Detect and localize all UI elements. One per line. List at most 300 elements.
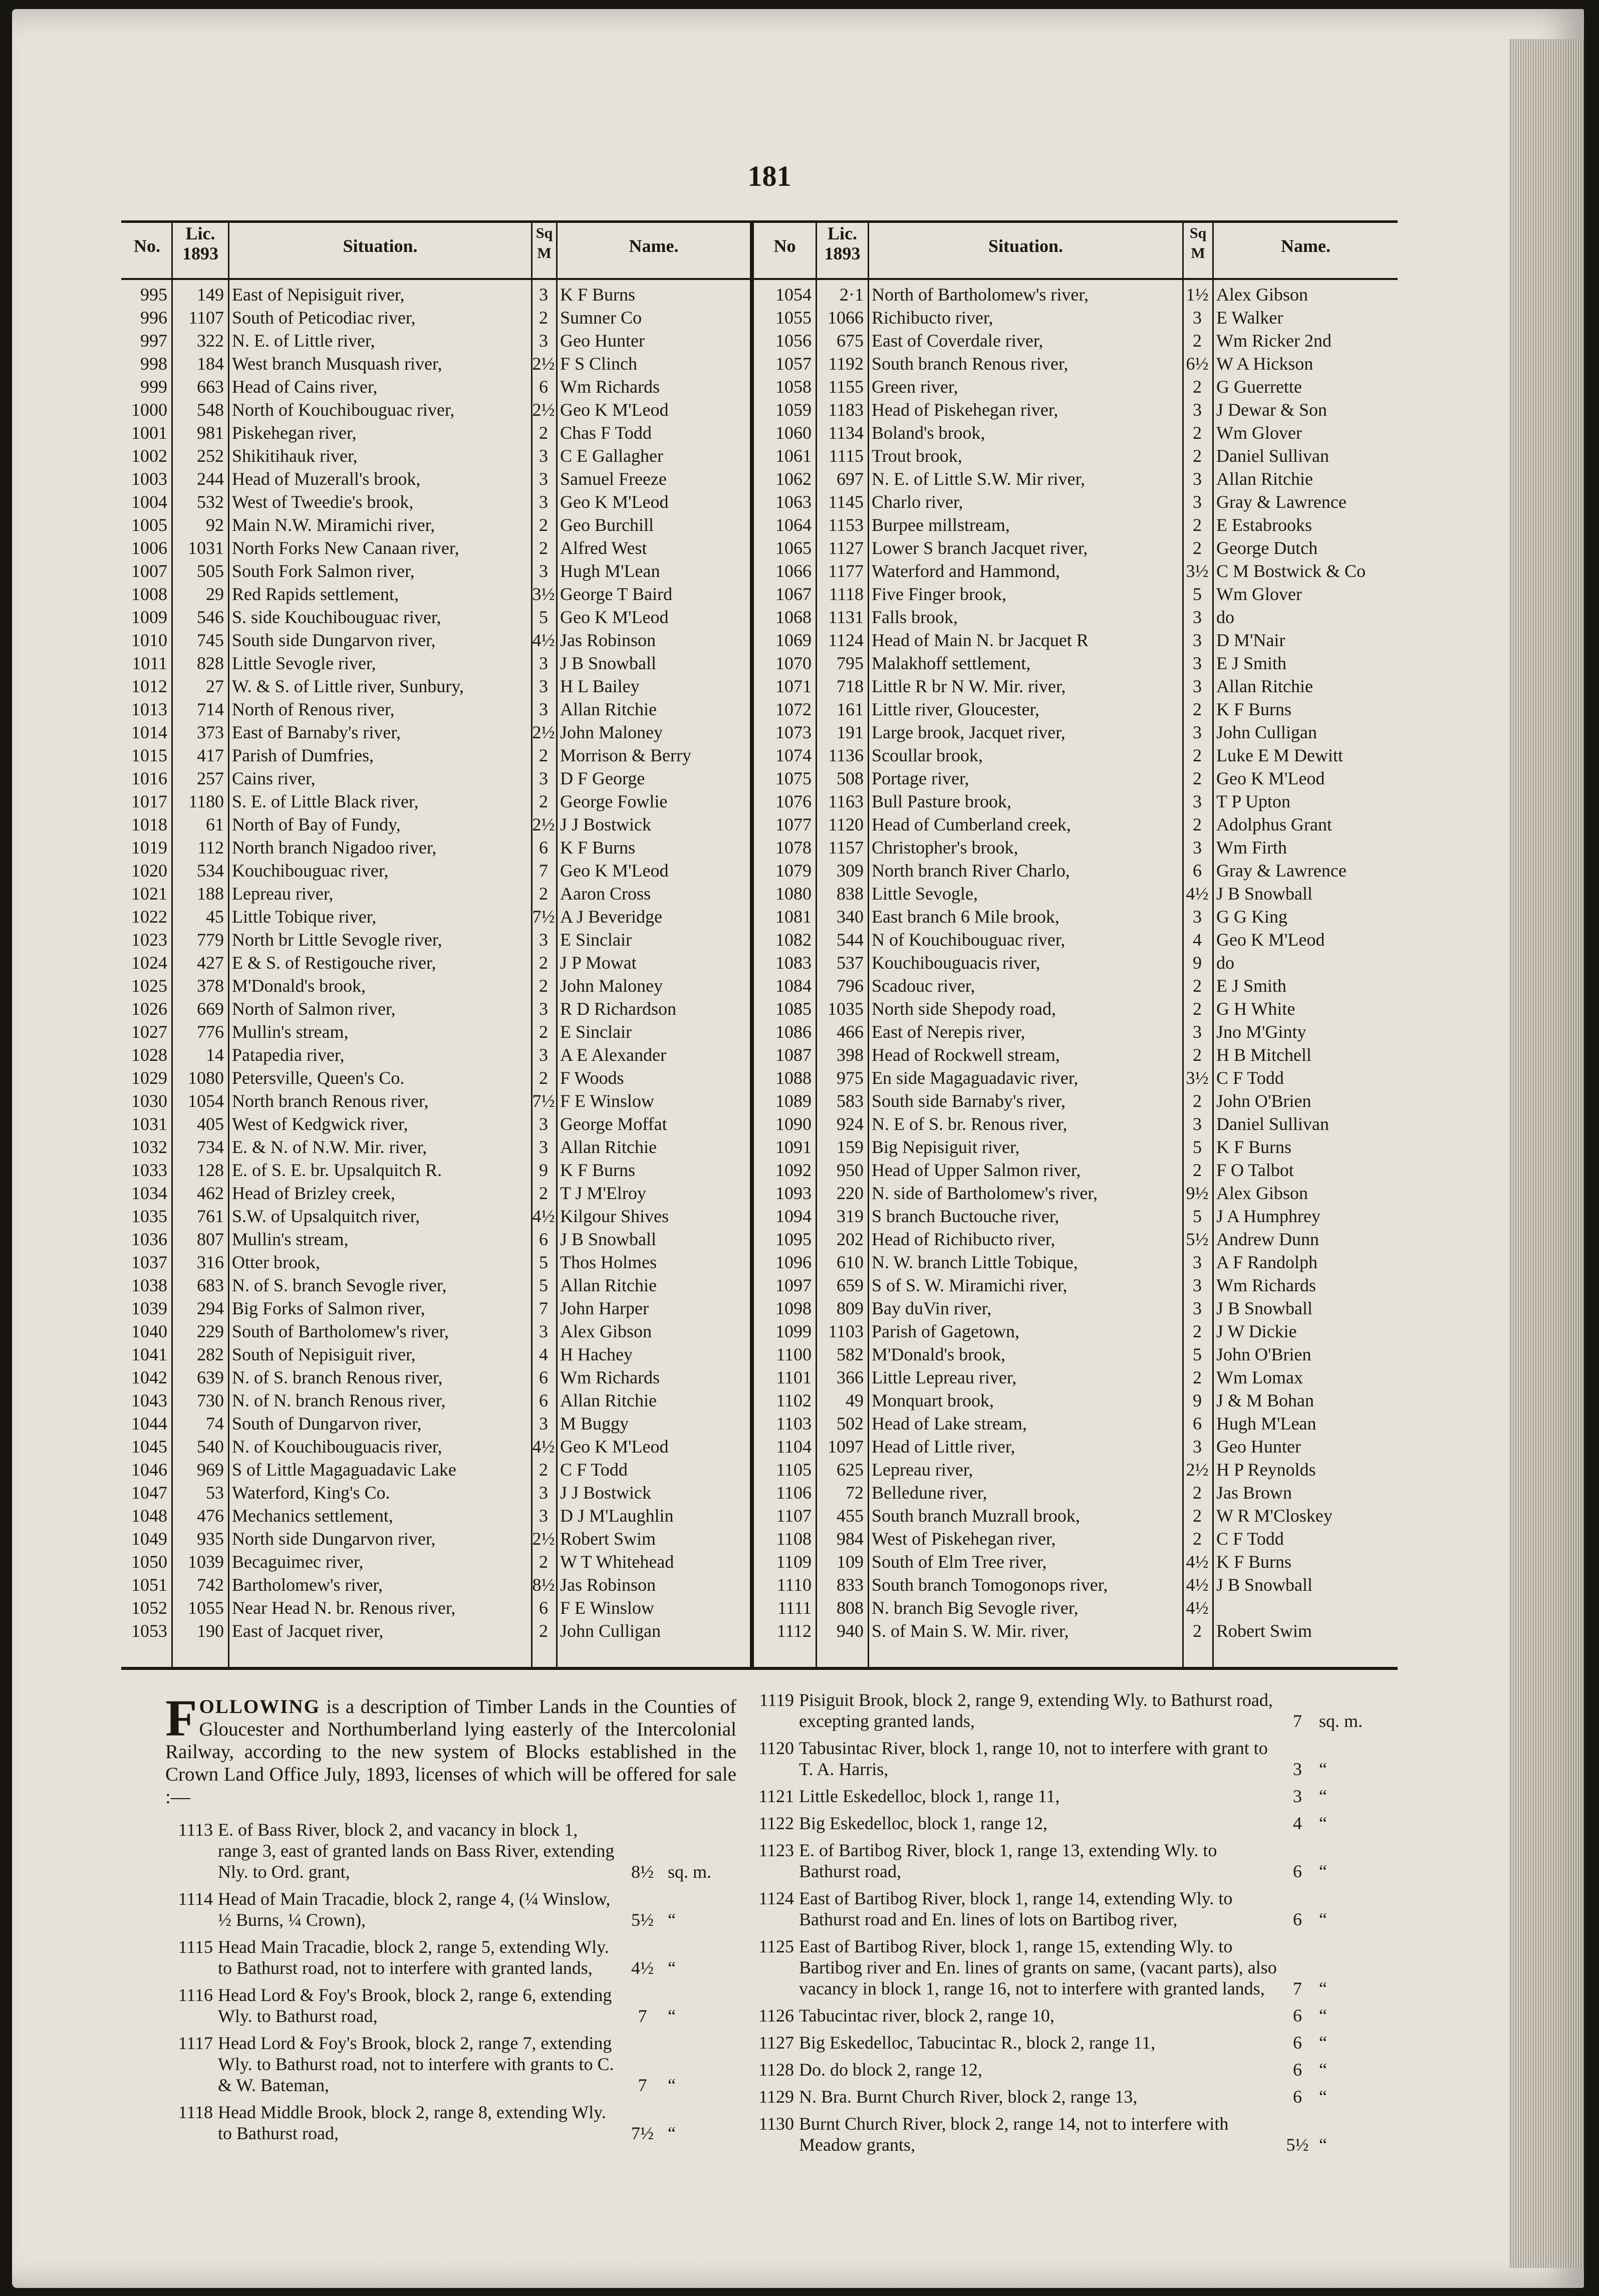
license-number: 1097 <box>775 1275 812 1295</box>
licensee-name-cell: Allan Ritchie <box>1216 676 1313 696</box>
license-number: 1043 <box>131 1390 167 1410</box>
situation-cell: Parish of Dumfries, <box>232 745 374 765</box>
licensee-name-cell: C F Todd <box>1216 1529 1284 1549</box>
license-number: 1028 <box>131 1045 167 1065</box>
lic-number: 455 <box>837 1506 864 1526</box>
license-number: 1106 <box>776 1483 812 1503</box>
square-miles-cell: 1½ <box>1186 284 1209 305</box>
license-number: 1042 <box>131 1367 167 1387</box>
square-miles-cell: 2 <box>539 1183 548 1203</box>
block-description: N. Bra. Burnt Church River, block 2, range 13, <box>799 2087 1138 2107</box>
situation-cell: North of Salmon river, <box>232 999 396 1019</box>
header-m: M <box>537 245 552 261</box>
table-row <box>754 813 1398 836</box>
square-miles-cell: 3½ <box>1186 1068 1209 1088</box>
lic-number: 1127 <box>828 538 864 558</box>
license-number: 1034 <box>131 1183 167 1203</box>
page-number: 181 <box>747 160 791 192</box>
table-row <box>754 1043 1398 1066</box>
licensee-name-cell: F Woods <box>560 1068 624 1088</box>
license-number: 1044 <box>131 1413 167 1433</box>
table-row <box>123 951 750 974</box>
licensee-name-cell: J J Bostwick <box>560 814 652 834</box>
table-row <box>123 283 750 306</box>
licensee-name-cell: K F Burns <box>560 837 636 857</box>
block-description: Big Eskedelloc, block 1, range 12, <box>799 1813 1047 1833</box>
table-row <box>754 1596 1398 1619</box>
block-entry <box>165 1888 720 1936</box>
situation-cell: South of Nepisiguit river, <box>232 1344 416 1364</box>
table-row <box>754 444 1398 467</box>
table-row <box>123 721 750 744</box>
situation-cell: Bull Pasture brook, <box>872 791 1011 811</box>
square-miles-cell: 2 <box>1193 446 1202 466</box>
square-miles-cell: 2 <box>1193 745 1202 765</box>
block-number: 1127 <box>758 2033 794 2053</box>
licensee-name-cell: Geo Hunter <box>560 331 645 351</box>
table-row <box>754 1458 1398 1481</box>
situation-cell: Head of Piskehegan river, <box>872 400 1058 420</box>
situation-cell: N. branch Big Sevogle river, <box>872 1598 1079 1618</box>
license-number: 998 <box>140 354 167 374</box>
situation-cell: North of Bartholomew's river, <box>872 284 1089 305</box>
license-number: 1095 <box>775 1229 812 1249</box>
timber-lands-notice-right <box>746 1689 1367 2161</box>
licensee-name-cell: M Buggy <box>560 1413 629 1433</box>
lic-number: 1066 <box>828 308 864 328</box>
table-row <box>754 905 1398 928</box>
licensee-name-cell: D J M'Laughlin <box>560 1506 674 1526</box>
licensee-name-cell: J & M Bohan <box>1216 1390 1314 1410</box>
square-miles-cell: 5½ <box>1186 1229 1209 1249</box>
licensee-name-cell: Jno M'Ginty <box>1216 1022 1306 1042</box>
header-bottom-rule <box>121 278 1398 280</box>
table-row <box>754 1251 1398 1274</box>
table-row <box>123 1504 750 1527</box>
licensee-name-cell: Geo K M'Leod <box>560 400 669 420</box>
table-row <box>123 1458 750 1481</box>
lic-number: 1115 <box>829 446 864 466</box>
situation-cell: Lepreau river, <box>232 884 334 904</box>
lic-number: 191 <box>837 722 864 742</box>
block-area: 6 <box>1293 1909 1302 1929</box>
square-miles-cell: 6 <box>539 1229 548 1249</box>
situation-cell: E. & N. of N.W. Mir. river, <box>232 1137 427 1157</box>
lic-number: 546 <box>197 607 224 627</box>
square-miles-cell: 3 <box>1193 1275 1202 1295</box>
square-miles-cell: 9 <box>539 1160 548 1180</box>
situation-cell: Lower S branch Jacquet river, <box>872 538 1088 558</box>
table-row <box>754 490 1398 513</box>
licensee-name-cell: J B Snowball <box>560 1229 657 1249</box>
header-lic <box>173 223 228 263</box>
licensee-name-cell: do <box>1216 607 1234 627</box>
block-unit: “ <box>668 1910 676 1930</box>
square-miles-cell: 6 <box>539 1367 548 1387</box>
lic-number: 540 <box>197 1437 224 1457</box>
license-number: 1085 <box>775 999 812 1019</box>
license-number: 1093 <box>775 1183 812 1203</box>
header-lic-label-right: Lic. <box>828 223 857 243</box>
table-row <box>754 859 1398 882</box>
licensee-name-cell: Hugh M'Lean <box>1216 1413 1316 1433</box>
table-row <box>754 398 1398 421</box>
licensee-name-cell: W R M'Closkey <box>1216 1506 1332 1526</box>
table-row <box>123 1182 750 1205</box>
situation-cell: Becaguimec river, <box>232 1552 364 1572</box>
table-row <box>123 997 750 1020</box>
situation-cell: Parish of Gagetown, <box>872 1321 1019 1341</box>
license-number: 1014 <box>131 722 167 742</box>
lic-number: 935 <box>197 1529 224 1549</box>
situation-cell: S of Little Magaguadavic Lake <box>232 1460 456 1480</box>
lic-number: 1145 <box>828 492 864 512</box>
table-row <box>754 1182 1398 1205</box>
license-number: 1033 <box>131 1160 167 1180</box>
situation-cell: Head of Little river, <box>872 1437 1015 1457</box>
block-entry <box>746 1738 1367 1786</box>
block-entry <box>165 1819 720 1888</box>
license-number: 1051 <box>131 1575 167 1595</box>
license-number: 1027 <box>131 1022 167 1042</box>
table-row <box>754 1435 1398 1458</box>
square-miles-cell: 3 <box>1193 400 1202 420</box>
square-miles-cell: 7 <box>539 1298 548 1318</box>
table-row <box>123 1550 750 1573</box>
table-row <box>123 1066 750 1089</box>
block-area: 4½ <box>631 1958 654 1978</box>
square-miles-cell: 5 <box>1193 1344 1202 1364</box>
lic-number: 14 <box>206 1045 224 1065</box>
block-area: 5½ <box>631 1910 654 1930</box>
block-unit: “ <box>1319 2135 1327 2155</box>
licensee-name-cell: Jas Brown <box>1216 1483 1292 1503</box>
block-entry <box>746 1888 1367 1936</box>
lic-number: 833 <box>837 1575 864 1595</box>
situation-cell: South side Dungarvon river, <box>232 630 436 650</box>
licensee-name-cell: K F Burns <box>1216 699 1292 719</box>
square-miles-cell: 4 <box>1193 930 1202 950</box>
license-number: 1056 <box>775 331 812 351</box>
table-row <box>123 421 750 444</box>
license-number: 1070 <box>775 653 812 673</box>
license-number: 1061 <box>775 446 812 466</box>
license-number: 1110 <box>776 1575 812 1595</box>
table-row <box>754 306 1398 329</box>
situation-cell: S branch Buctouche river, <box>872 1206 1059 1226</box>
licensee-name-cell: R D Richardson <box>560 999 676 1019</box>
lic-number: 398 <box>837 1045 864 1065</box>
situation-cell: South branch Muzrall brook, <box>872 1506 1080 1526</box>
header-situation: Situation. <box>343 236 418 256</box>
licensee-name-cell: Adolphus Grant <box>1216 814 1332 834</box>
license-number: 1073 <box>775 722 812 742</box>
situation-cell: S. of Main S. W. Mir. river, <box>872 1621 1069 1641</box>
square-miles-cell: 3 <box>1193 1298 1202 1318</box>
table-row <box>123 1251 750 1274</box>
lic-number: 508 <box>837 768 864 788</box>
table-row <box>123 606 750 629</box>
licensee-name-cell: Geo K M'Leod <box>560 492 669 512</box>
table-row <box>123 1043 750 1066</box>
license-number: 1045 <box>131 1437 167 1457</box>
timber-lands-notice <box>165 1689 736 2150</box>
license-number: 1020 <box>131 860 167 881</box>
licensee-name-cell: E Sinclair <box>560 930 632 950</box>
license-number: 1006 <box>131 538 167 558</box>
licensee-name-cell: E Walker <box>1216 308 1283 328</box>
licensee-name-cell: G G King <box>1216 907 1287 927</box>
situation-cell: Christopher's brook, <box>872 837 1018 857</box>
license-number: 1060 <box>775 423 812 443</box>
lic-number: 427 <box>197 953 224 973</box>
license-number: 1068 <box>775 607 812 627</box>
license-number: 1099 <box>775 1321 812 1341</box>
lic-number: 74 <box>206 1413 224 1433</box>
block-unit: “ <box>1319 2033 1327 2053</box>
table-row <box>123 1366 750 1389</box>
lic-number: 975 <box>837 1068 864 1088</box>
situation-cell: South of Peticodiac river, <box>232 308 416 328</box>
block-area: 7 <box>1293 1978 1302 1998</box>
situation-cell: E. of S. E. br. Upsalquitch R. <box>232 1160 442 1180</box>
block-area: 7 <box>638 2006 647 2026</box>
license-number: 997 <box>140 331 167 351</box>
licensee-name-cell: C M Bostwick & Co <box>1216 561 1366 581</box>
license-number: 999 <box>140 377 167 397</box>
square-miles-cell: 2 <box>539 423 548 443</box>
block-number: 1119 <box>759 1690 794 1710</box>
lic-number: 639 <box>197 1367 224 1387</box>
table-row <box>754 1320 1398 1343</box>
lic-number: 502 <box>837 1413 864 1433</box>
license-number: 1015 <box>131 745 167 765</box>
license-number: 1079 <box>775 860 812 881</box>
table-row <box>123 652 750 675</box>
situation-cell: South branch Renous river, <box>872 354 1069 374</box>
situation-cell: East of Nepisiguit river, <box>232 284 405 305</box>
licensee-name-cell: Aaron Cross <box>560 884 651 904</box>
table-row <box>123 1435 750 1458</box>
license-number: 1100 <box>776 1344 812 1364</box>
licensee-name-cell: J P Mowat <box>560 953 637 973</box>
lic-number: 1131 <box>828 607 864 627</box>
table-row <box>754 882 1398 905</box>
situation-cell: East branch 6 Mile brook, <box>872 907 1059 927</box>
table-row <box>754 721 1398 744</box>
licensee-name-cell: Thos Holmes <box>560 1252 657 1272</box>
lic-number: 2·1 <box>840 284 864 305</box>
header-sq-m-right <box>1184 223 1212 263</box>
block-area: 4 <box>1293 1813 1302 1833</box>
licensee-name-cell: Luke E M Dewitt <box>1216 745 1343 765</box>
square-miles-cell: 3 <box>539 699 548 719</box>
header-situation-right: Situation. <box>988 236 1063 256</box>
block-description: Head Middle Brook, block 2, range 8, extending Wly. to Bathurst road, <box>218 2102 606 2143</box>
situation-cell: Monquart brook, <box>872 1390 994 1410</box>
block-unit: “ <box>1319 1759 1327 1779</box>
lic-number: 730 <box>197 1390 224 1410</box>
licensee-name-cell: J B Snowball <box>1216 1298 1313 1318</box>
lic-number: 1183 <box>828 400 864 420</box>
lic-number: 53 <box>206 1483 224 1503</box>
situation-cell: North side Shepody road, <box>872 999 1056 1019</box>
lic-number: 1177 <box>828 561 864 581</box>
square-miles-cell: 3 <box>539 1137 548 1157</box>
licensee-name-cell: Wm Glover <box>1216 584 1302 604</box>
licensee-name-cell: John Harper <box>560 1298 649 1318</box>
situation-cell: Green river, <box>872 377 958 397</box>
lic-number: 1153 <box>828 515 864 535</box>
licensee-name-cell: J B Snowball <box>560 653 657 673</box>
header-no-right: No <box>773 236 796 256</box>
blocks-table-left <box>165 1819 720 2150</box>
square-miles-cell: 3 <box>1193 1022 1202 1042</box>
license-number: 1062 <box>775 469 812 489</box>
table-row <box>754 1343 1398 1366</box>
table-row <box>123 928 750 951</box>
square-miles-cell: 3 <box>1193 907 1202 927</box>
block-description: Head Lord & Foy's Brook, block 2, range 7, extending Wly. to Bathurst road, not to interfere with grants to C. & W. Bateman, <box>218 2033 614 2095</box>
situation-cell: South of Dungarvon river, <box>232 1413 422 1433</box>
licensee-name-cell: E Estabrooks <box>1216 515 1312 535</box>
license-number: 1067 <box>775 584 812 604</box>
lic-number: 340 <box>837 907 864 927</box>
table-row <box>123 767 750 790</box>
licensee-name-cell: H L Bailey <box>560 676 640 696</box>
lic-number: 940 <box>837 1621 864 1641</box>
lic-number: 1155 <box>828 377 864 397</box>
block-entry <box>165 2033 720 2102</box>
block-area: 6 <box>1293 1861 1302 1881</box>
licensee-name-cell: Wm Firth <box>1216 837 1287 857</box>
situation-cell: Petersville, Queen's Co. <box>232 1068 405 1088</box>
lic-number: 188 <box>197 884 224 904</box>
block-description: Tabusintac River, block 1, range 10, not to interfere with grant to T. A. Harris, <box>799 1738 1268 1779</box>
block-number: 1113 <box>178 1820 213 1840</box>
block-description: East of Bartibog River, block 1, range 15, extending Wly. to Bartibog river and En. lines of grants on same, (vacant parts), also vacancy in block 1, range 16, not to interfere with granted lands, <box>799 1936 1277 1998</box>
block-number: 1117 <box>178 2033 213 2053</box>
table-row <box>754 421 1398 444</box>
table-row <box>123 490 750 513</box>
lic-number: 659 <box>837 1275 864 1295</box>
licensee-name-cell: J W Dickie <box>1216 1321 1297 1341</box>
license-number: 1055 <box>775 308 812 328</box>
square-miles-cell: 2 <box>1193 1506 1202 1526</box>
table-row <box>123 352 750 375</box>
licensee-name-cell: George Moffat <box>560 1114 667 1134</box>
license-number: 1007 <box>131 561 167 581</box>
lic-number: 1124 <box>828 630 864 650</box>
license-number: 1024 <box>131 953 167 973</box>
licensee-name-cell: H B Mitchell <box>1216 1045 1311 1065</box>
licensee-name-cell: J B Snowball <box>1216 884 1313 904</box>
licensee-name-cell: Sumner Co <box>560 308 642 328</box>
table-row <box>123 559 750 583</box>
situation-cell: Near Head N. br. Renous river, <box>232 1598 456 1618</box>
table-row <box>123 398 750 421</box>
licensee-name-cell: W T Whitehead <box>560 1552 674 1572</box>
situation-cell: Malakhoff settlement, <box>872 653 1031 673</box>
table-row <box>754 1228 1398 1251</box>
lic-number: 1035 <box>828 999 864 1019</box>
lic-number: 462 <box>197 1183 224 1203</box>
table-row <box>754 1389 1398 1412</box>
situation-cell: North of Renous river, <box>232 699 395 719</box>
block-number: 1114 <box>178 1889 213 1909</box>
page-edge <box>1509 39 1584 2268</box>
situation-cell: Patapedia river, <box>232 1045 345 1065</box>
square-miles-cell: 2 <box>539 745 548 765</box>
block-description: Big Eskedelloc, Tabucintac R., block 2, range 11, <box>799 2033 1156 2053</box>
license-number: 1016 <box>131 768 167 788</box>
header-name-right: Name. <box>1281 236 1330 256</box>
table-row <box>123 836 750 859</box>
block-unit: “ <box>1319 2005 1327 2026</box>
licensee-name-cell: Geo K M'Leod <box>560 607 669 627</box>
licensee-name-cell: C F Todd <box>560 1460 628 1480</box>
block-area: 8½ <box>631 1862 654 1882</box>
situation-cell: Head of Brizley creek, <box>232 1183 395 1203</box>
square-miles-cell: 6 <box>1193 860 1202 881</box>
table-row <box>754 836 1398 859</box>
license-number: 1053 <box>131 1621 167 1641</box>
licensee-name-cell: J J Bostwick <box>560 1483 652 1503</box>
table-row <box>754 1297 1398 1320</box>
square-miles-cell: 2 <box>539 1022 548 1042</box>
block-area: 6 <box>1293 2033 1302 2053</box>
lic-number: 1180 <box>188 791 224 811</box>
licensee-name-cell: Hugh M'Lean <box>560 561 660 581</box>
square-miles-cell: 3 <box>539 284 548 305</box>
lic-number: 282 <box>197 1344 224 1364</box>
situation-cell: Red Rapids settlement, <box>232 584 399 604</box>
square-miles-cell: 2 <box>1193 1045 1202 1065</box>
situation-cell: West of Kedgwick river, <box>232 1114 408 1134</box>
square-miles-cell: 2 <box>1193 699 1202 719</box>
square-miles-cell: 2 <box>539 953 548 973</box>
licensee-name-cell: John Culligan <box>1216 722 1317 742</box>
square-miles-cell: 8½ <box>532 1575 555 1595</box>
lic-number: 1055 <box>188 1598 224 1618</box>
situation-cell: East of Jacquet river, <box>232 1621 384 1641</box>
table-row <box>123 1089 750 1112</box>
square-miles-cell: 9 <box>1193 953 1202 973</box>
table-row <box>754 329 1398 352</box>
licensee-name-cell: Andrew Dunn <box>1216 1229 1319 1249</box>
square-miles-cell: 2½ <box>532 1529 555 1549</box>
lic-number: 714 <box>197 699 224 719</box>
header-sq-m <box>532 223 556 263</box>
licensee-name-cell: K F Burns <box>1216 1137 1292 1157</box>
table-row <box>754 974 1398 997</box>
license-number: 1000 <box>131 400 167 420</box>
licensee-name-cell: J A Humphrey <box>1216 1206 1321 1226</box>
license-number: 1017 <box>131 791 167 811</box>
table-row <box>123 675 750 698</box>
table-row <box>754 559 1398 583</box>
square-miles-cell: 4½ <box>1186 1598 1209 1618</box>
license-number: 1019 <box>131 837 167 857</box>
lic-number: 257 <box>197 768 224 788</box>
square-miles-cell: 3 <box>539 930 548 950</box>
square-miles-cell: 4½ <box>532 1437 555 1457</box>
licensee-name-cell: Wm Lomax <box>1216 1367 1303 1387</box>
licensee-name-cell: G H White <box>1216 999 1295 1019</box>
license-number: 1002 <box>131 446 167 466</box>
license-number: 1008 <box>131 584 167 604</box>
license-number: 1083 <box>775 953 812 973</box>
